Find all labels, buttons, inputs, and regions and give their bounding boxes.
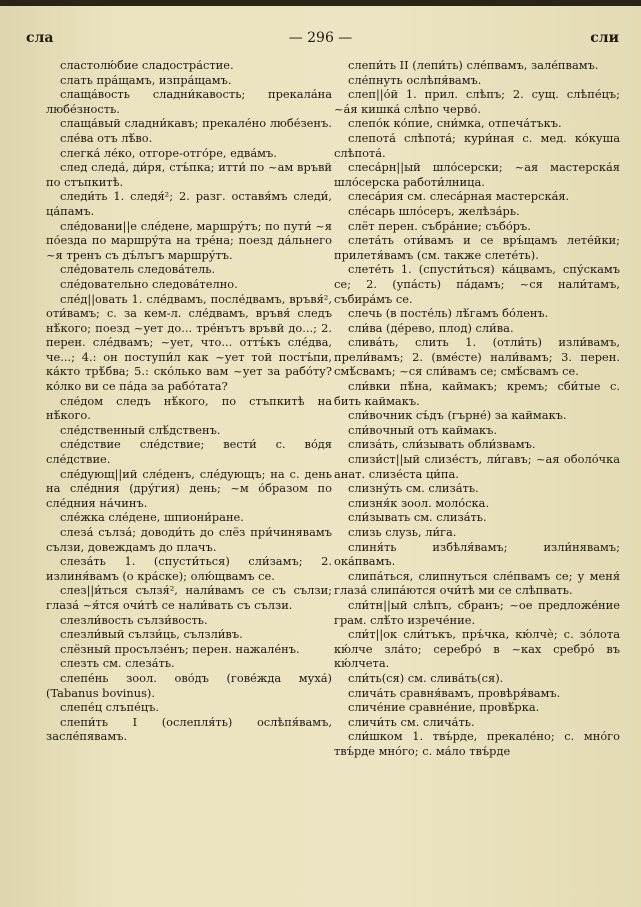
- dictionary-entry: слива́ть, слить 1. (отли́ть) изли́вамъ, прели́вамъ; 2. (вме́сте) нали́вамъ; 3. перен. смѣ́свамъ; ~ся сли́вамъ се; смѣ́свамъ се.: [334, 335, 620, 379]
- dictionary-entry: сли́ть(ся) см. слива́ть(ся).: [348, 670, 504, 685]
- dictionary-entry: слиня́ть избѣля́вамъ; изли́нявамъ; ока́пвамъ.: [334, 539, 620, 569]
- dictionary-entry: сли́т||ок сли́тъкъ, пръ́чка, кю́лчѐ; с. зо́лота кю́лче зла́то; серебро́ в ~ках сребро́ въ кю́лчета.: [334, 627, 620, 671]
- dictionary-entry: сле́сарь шло́серъ, желѣза́рь.: [348, 203, 520, 218]
- dictionary-entry: слепи́ть II (лепи́ть) сле́пвамъ, зале́пвамъ.: [348, 58, 599, 72]
- dictionary-entry: слёзный просълзе́нъ; перен. нажале́нъ.: [60, 641, 300, 656]
- right-column: [334, 58, 620, 759]
- dictionary-entry: сле́дом следъ нѣ́кого, по стъпкитѣ на нѣ́кого.: [46, 393, 332, 423]
- dictionary-entry: сле́дующ||ий сле́денъ, сле́дующъ; на с. день на сле́дния (дру́гия) день; ~м о́бразом по сле́дния на́чинъ.: [46, 466, 332, 510]
- dictionary-entry: сластолю́бие сладостра́стие.: [60, 58, 234, 72]
- dictionary-entry: слете́ть 1. (спусти́ться) ка́цвамъ, спу́скамъ се; 2. (упа́сть) па́дамъ; ~ся нали́тамъ, събира́мъ се.: [334, 262, 620, 306]
- dictionary-entry: слеса́рия см. слеса́рная мастерска́я.: [348, 189, 570, 204]
- dictionary-entry: слеза́ть 1. (спусти́ться) сли́замъ; 2. излиня́вамъ (о кра́ске); олю́щвамъ се.: [46, 554, 332, 583]
- dictionary-entry: слепота́ слѣпота́; кури́ная с. мед. ко́куша слѣпота́.: [334, 130, 620, 160]
- dictionary-entry: сли́шком 1. твъ́рде, прекале́но; с. мно́го твъ́рде мно́го; с. ма́ло твъ́рде: [334, 729, 620, 758]
- left-column: [46, 58, 332, 744]
- dictionary-entry: слаща́вость сладни́кавость; прекала́на любе́зность.: [46, 87, 332, 116]
- dictionary-entry: сли́вочник съ́дъ (гърне́) за каймакъ.: [348, 408, 567, 423]
- dictionary-entry: слезли́вый сълзи́ць, сълзли́въ.: [60, 627, 243, 642]
- dictionary-entry: следи́ть 1. следя́²; 2. разг. оставя́мъ следи́, ца́памъ.: [46, 189, 332, 218]
- dictionary-entry: сле́пнуть ослѣпя́вамъ.: [348, 72, 482, 87]
- dictionary-entry: слеса́рн||ый шло́серски; ~ая мастерска́я шло́серска работи́лница.: [334, 160, 620, 189]
- dictionary-entry: слеп||о́й 1. прил. слѣпъ; 2. сущ. слѣпе́цъ; ~а́я кишка́ слѣпо черво́.: [334, 87, 620, 116]
- dictionary-entry: сле́д||овать 1. сле́двамъ, после́двамъ, връвя́², оти́вамъ; с. за кем-л. сле́двамъ, връвя́ следъ нѣ́кого; поезд ~ует до... тре́нътъ връвй до...; 2. перен. сле́двамъ; ~ует, что... оттъ́къ сле́два, че...; 4.: он поступи́л как ~ует той постъ́пи, ка́кто трѣ́бва; 5.: ско́лько вам ~ует за рабо́ту? ко́лко ви се па́да за рабо́тата?: [46, 291, 332, 394]
- dictionary-entry: слёт перен. събра́ние; събо́ръ.: [348, 218, 531, 233]
- guide-word-right: сли: [590, 30, 619, 46]
- dictionary-entry: сличе́ние сравне́ние, провѣ́рка.: [348, 700, 540, 715]
- dictionary-entry: слеза́ сълза́; доводи́ть до слёз при́чинявамъ сълзи, довеждамъ до плачъ.: [46, 525, 332, 554]
- dictionary-entry: слизну́ть см. слиза́ть.: [348, 481, 479, 496]
- dictionary-entry: слегка́ ле́ко, отгоре-отго́ре, едва́мъ.: [60, 145, 277, 160]
- dictionary-entry: сле́довани||е сле́дене, маршру́тъ; по пути́ ~я по́езда по маршру́та на тре́на; поезд да́льнего ~я тренъ съ дъ́лъгъ маршру́тъ.: [46, 218, 332, 262]
- dictionary-entry: слизь слузь, ли́га.: [348, 525, 457, 539]
- dictionary-entry: слепе́нь зоол. ово́дъ (гове́жда муха́) (Tabanus bovinus).: [46, 670, 332, 700]
- dictionary-entry: слизи́ст||ый слизе́стъ, ли́гавъ; ~ая оболо́чка анат. слизе́ста ци́па.: [334, 452, 620, 481]
- dictionary-entry: сле́дствие сле́дствие; вести́ с. во́дя сле́дствие.: [46, 437, 332, 467]
- dictionary-entry: сле́довательно следова́телно.: [60, 276, 238, 291]
- guide-word-left: сла: [26, 30, 54, 46]
- dictionary-entry: слепи́ть I (ослепля́ть) ослѣпя́вамъ, засле́пявамъ.: [46, 714, 332, 744]
- top-edge: [0, 0, 641, 6]
- dictionary-entry: слепе́ц слъпе́цъ.: [60, 700, 160, 715]
- dictionary-entry: слета́ть оти́вамъ и се връ́щамъ лете́йки; прилетя́вамъ (см. также слете́ть).: [334, 233, 620, 262]
- dictionary-entry: след следа́, ди́ря, стъ́пка; итти́ по ~ам връвй по стъпкитѣ.: [46, 160, 332, 189]
- dictionary-entry: сле́ва отъ лѣ́во.: [60, 130, 153, 145]
- dictionary-entry: слезли́вость сълзи́вость.: [60, 612, 208, 627]
- dictionary-entry: слезть см. слеза́ть.: [60, 656, 175, 671]
- page-header: [0, 30, 641, 52]
- dictionary-entry: слез||и́ться сълзя́², нали́вамъ се съ сълзи; глаза́ ~я́тся очи́тѣ се нали́вать съ сълзи.: [46, 583, 332, 612]
- dictionary-entry: слиза́ть, сли́зывать обли́звамъ.: [348, 437, 536, 452]
- page-number: — 296 —: [288, 30, 353, 46]
- dictionary-entry: сли́вочный отъ каймакъ.: [348, 422, 498, 437]
- dictionary-entry: сле́дователь следова́тель.: [60, 262, 216, 277]
- dictionary-entry: слипа́ться, слипнуться сле́пвамъ се; у меня́ глаза́ слипа́ются очи́тѣ ми се слѣпвать.: [334, 568, 620, 598]
- dictionary-entry: сличи́ть см. слича́ть.: [348, 714, 475, 729]
- dictionary-entry: сли́вки пѣ́на, каймакъ; кремъ; сби́тые с. бить каймакъ.: [334, 379, 620, 408]
- dictionary-entry: сле́жка сле́дене, шпиони́ране.: [60, 510, 244, 525]
- dictionary-entry: слепо́к ко́пие, сни́мка, отпеча́тъкъ.: [348, 116, 562, 131]
- dictionary-entry: сле́дственный слѣ́дственъ.: [60, 422, 221, 437]
- dictionary-entry: слича́ть сравня́вамъ, провѣря́вамъ.: [348, 685, 561, 700]
- dictionary-entry: сли́ва (де́рево, плод) сли́ва.: [348, 320, 514, 335]
- dictionary-entry: сли́тн||ый слѣпъ, сбранъ; ~ое предложе́ние грам. слѣ́то изрече́ние.: [334, 597, 620, 627]
- dictionary-entry: слизня́к зоол. моло́ска.: [348, 495, 490, 510]
- dictionary-entry: слечь (в посте́ль) лѣ́гамъ бо́ленъ.: [348, 306, 549, 321]
- dictionary-entry: слать пра́щамъ, изпра́щамъ.: [60, 72, 232, 87]
- dictionary-entry: сли́зывать см. слиза́ть.: [348, 510, 487, 525]
- dictionary-entry: слаща́вый сладни́кавъ; прекале́но любе́зенъ.: [60, 116, 332, 131]
